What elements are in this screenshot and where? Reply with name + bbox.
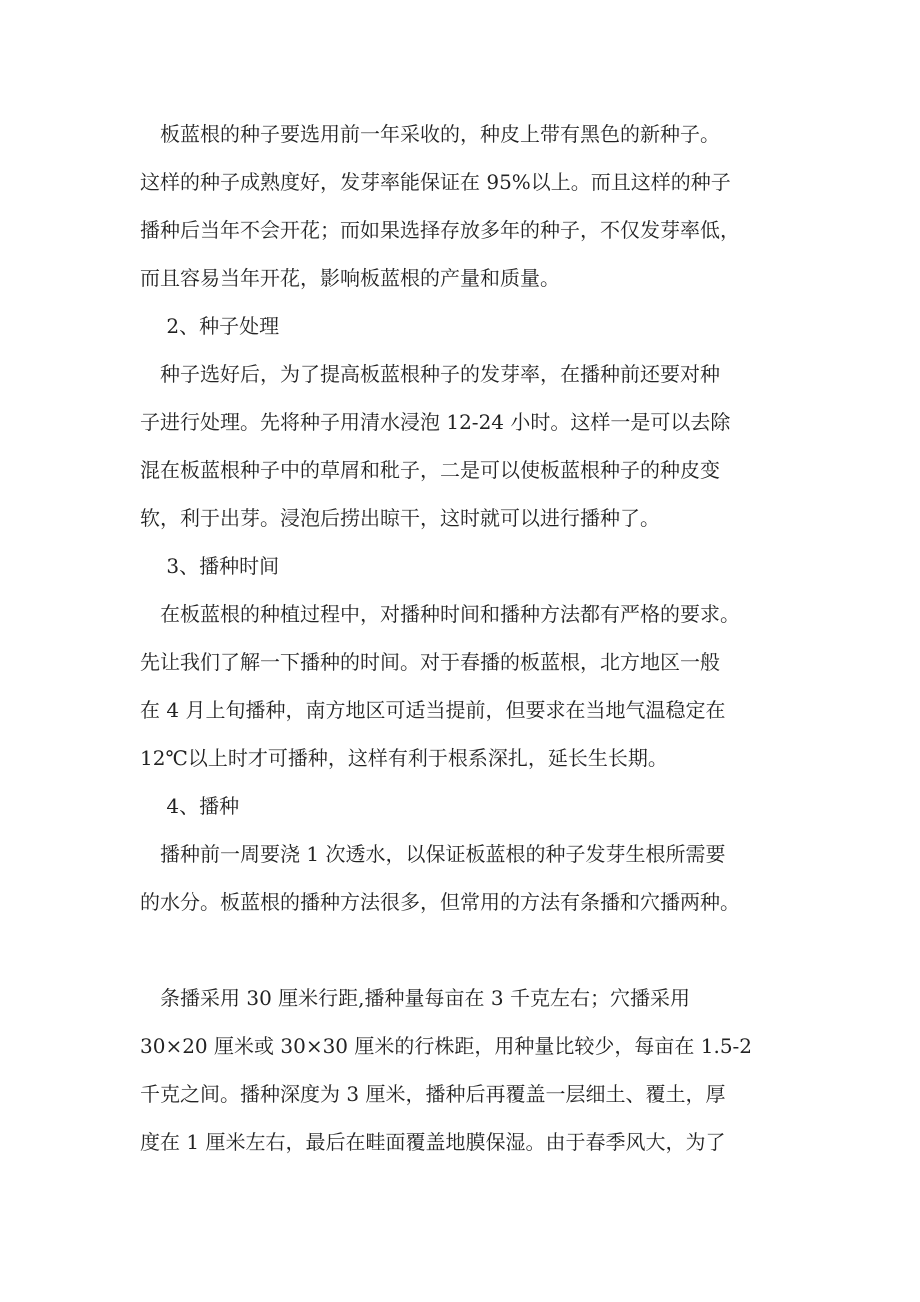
text-line: 种子选好后，为了提高板蓝根种子的发芽率，在播种前还要对种 <box>140 362 720 386</box>
text-line: 条播采用 30 厘米行距,播种量每亩在 3 千克左右；穴播采用 <box>140 986 690 1010</box>
text-line: 这样的种子成熟度好，发芽率能保证在 95%以上。而且这样的种子 <box>140 170 731 194</box>
text-line: 播种前一周要浇 1 次透水，以保证板蓝根的种子发芽生根所需要 <box>140 842 726 866</box>
text-line: 的水分。板蓝根的播种方法很多，但常用的方法有条播和穴播两种。 <box>140 890 740 914</box>
text-line: 度在 1 厘米左右，最后在畦面覆盖地膜保湿。由于春季风大，为了 <box>140 1130 726 1154</box>
section-heading: 3、播种时间 <box>140 554 280 578</box>
text-line: 在板蓝根的种植过程中，对播种时间和播种方法都有严格的要求。 <box>140 602 740 626</box>
text-line: 混在板蓝根种子中的草屑和秕子，二是可以使板蓝根种子的种皮变 <box>140 458 720 482</box>
text-line: 软，利于出芽。浸泡后捞出晾干，这时就可以进行播种了。 <box>140 506 660 530</box>
text-line: 12℃以上时才可播种，这样有利于根系深扎，延长生长期。 <box>140 746 668 770</box>
text-line: 在 4 月上旬播种，南方地区可适当提前，但要求在当地气温稳定在 <box>140 698 726 722</box>
section-heading: 4、播种 <box>140 794 240 818</box>
text-line: 30×20 厘米或 30×30 厘米的行株距，用种量比较少，每亩在 1.5-2 <box>140 1034 753 1058</box>
text-line: 而且容易当年开花，影响板蓝根的产量和质量。 <box>140 266 560 290</box>
text-line: 播种后当年不会开花；而如果选择存放多年的种子，不仅发芽率低， <box>140 218 740 242</box>
section-heading: 2、种子处理 <box>140 314 280 338</box>
text-line: 子进行处理。先将种子用清水浸泡 12-24 小时。这样一是可以去除 <box>140 410 731 434</box>
text-line: 千克之间。播种深度为 3 厘米，播种后再覆盖一层细土、覆土，厚 <box>140 1082 726 1106</box>
text-line: 板蓝根的种子要选用前一年采收的，种皮上带有黑色的新种子。 <box>140 122 720 146</box>
text-line: 先让我们了解一下播种的时间。对于春播的板蓝根，北方地区一般 <box>140 650 720 674</box>
